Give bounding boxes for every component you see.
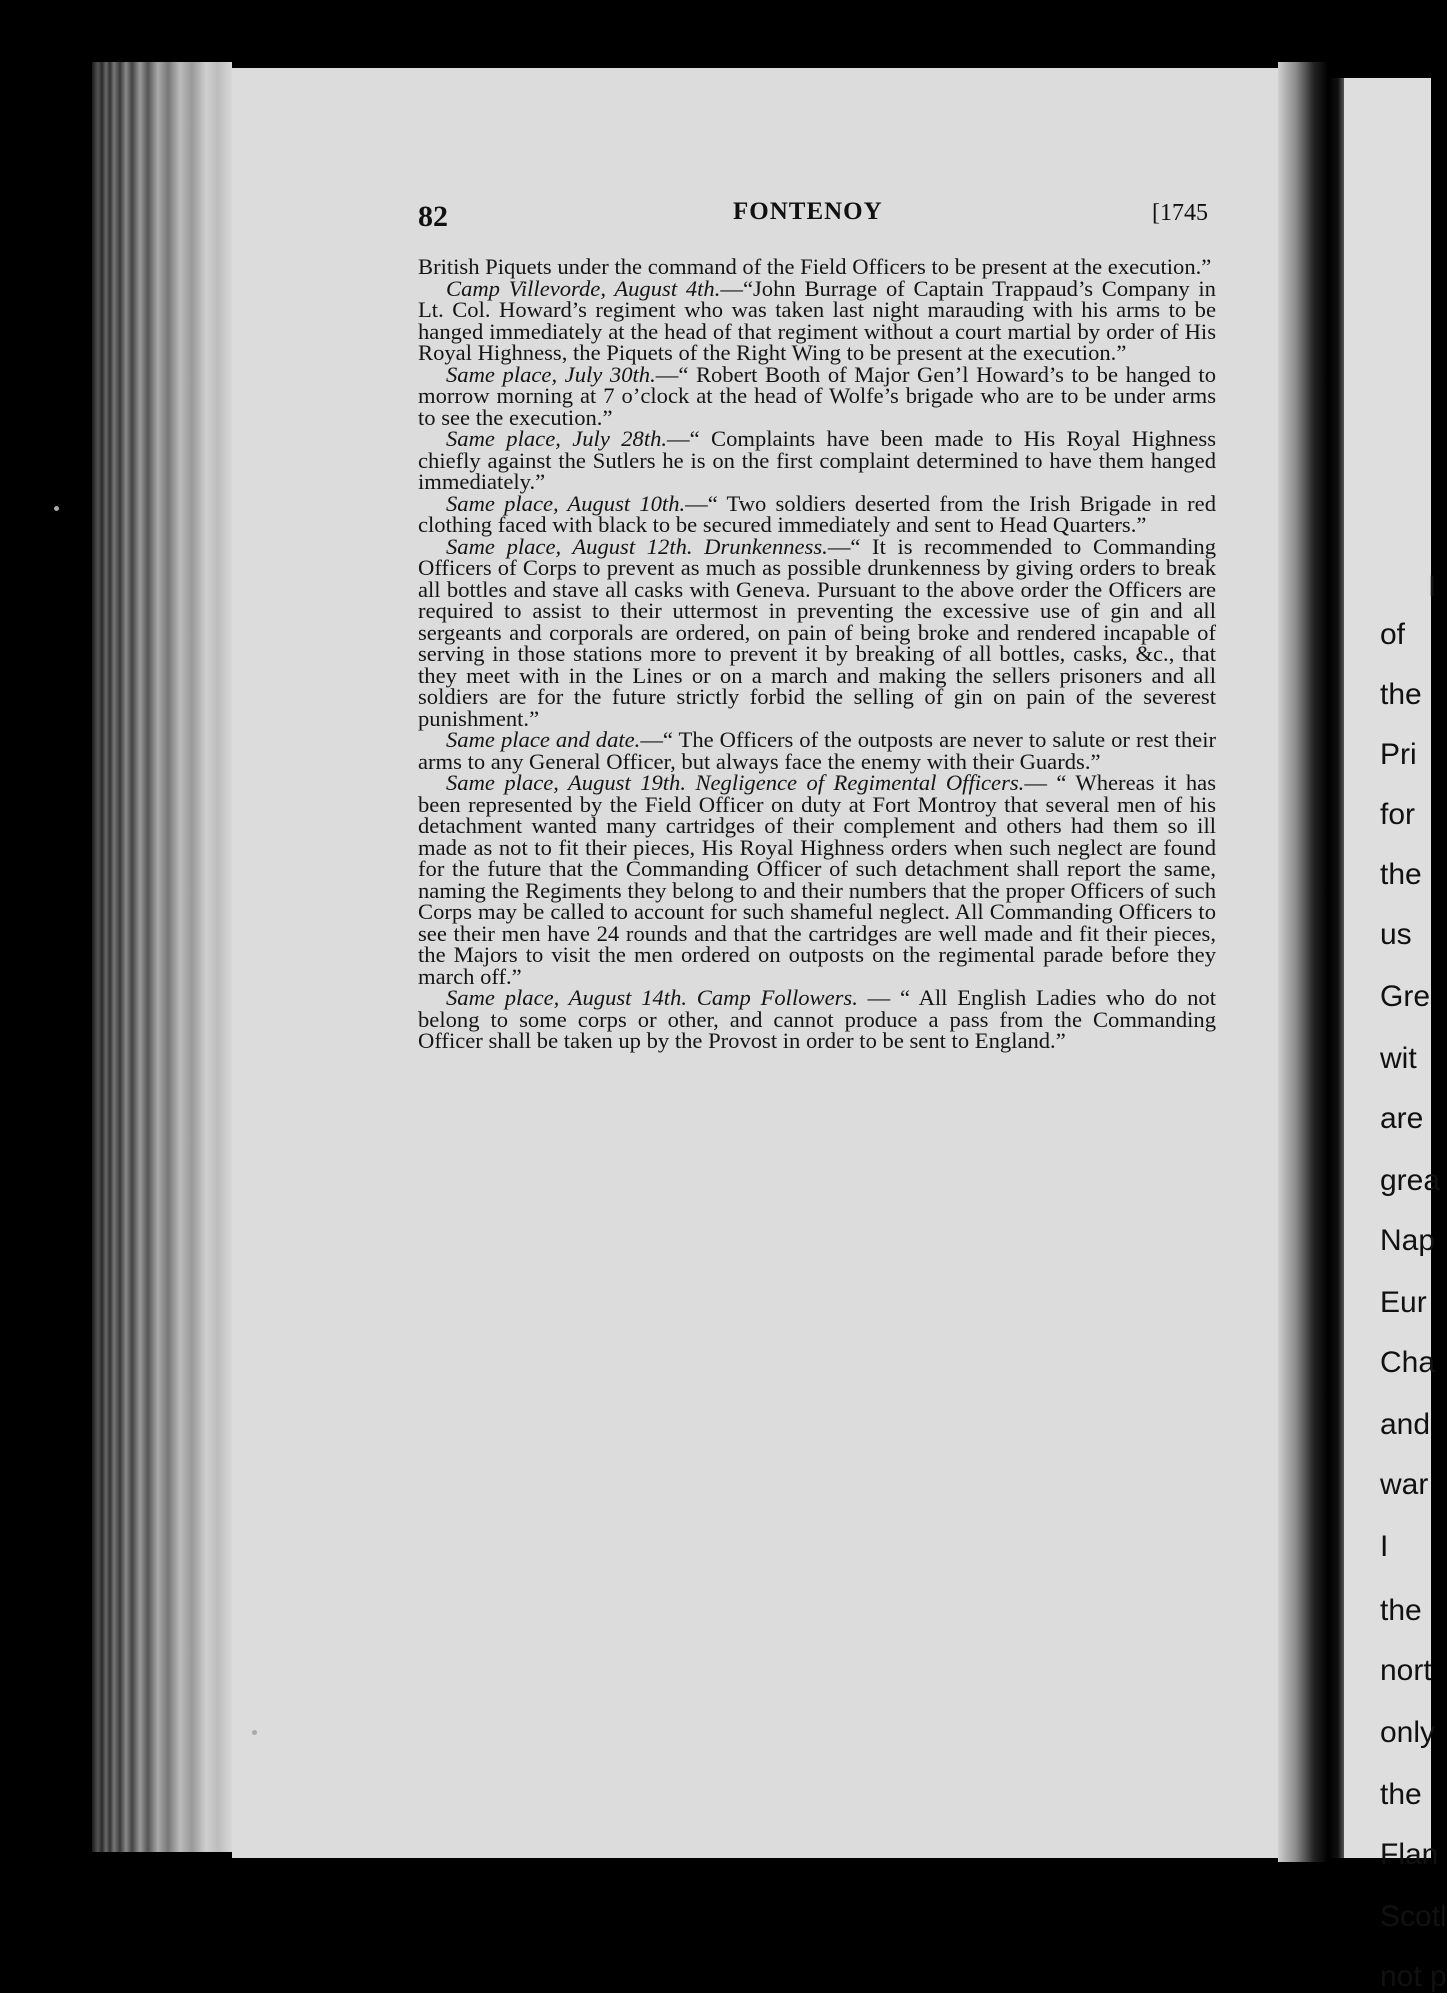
facing-page-line: Cha [1380, 1346, 1436, 1379]
order-heading: Same place, August 14th. Camp Followers. [446, 985, 858, 1010]
facing-page-line: Eur [1380, 1286, 1427, 1319]
facing-page-line: the [1380, 678, 1422, 711]
scan-speck [252, 1730, 257, 1735]
book-page-edges [92, 62, 232, 1852]
facing-page-line: only [1380, 1716, 1436, 1749]
paragraph [418, 256, 1216, 278]
facing-page-line: the [1380, 858, 1422, 891]
order-heading: Same place, July 30th. [446, 361, 656, 387]
paragraph [418, 428, 1216, 493]
paragraph [418, 490, 1216, 537]
facing-page [1328, 78, 1447, 1993]
body-text [418, 256, 1216, 1052]
order-text: —“ Two soldiers deserted from the Irish Brigade in red clothing faced with black to be secured immediately and sent to Head Quarters.” [418, 490, 1216, 537]
book-gutter [1278, 62, 1328, 1862]
order-text: —“ Robert Booth of Major Gen’l Howard’s to be hanged to morrow morning at 7 o’clock at the head of Wolfe’s brigade who are to be under arms to see the execution.” [418, 361, 1216, 430]
order-text: —“ It is recommended to Commanding Officers of Corps to prevent as much as possible drunkenness by giving orders to break all bottles and stave all casks with Geneva. Pursuant to the above order the Officers are required to assist to their uttermost in preventing the excessive use of gin and all sergeants and corporals are ordered, on pain of being broke and rendered incapable of serving in those stations more to prevent it by breaking of all bottles, casks, &c., that they meet with in the Lines or on a march and making the sellers prisoners and all soldiers are for the future strictly forbid the selling of gin on pain of the severest punishment.” [418, 533, 1216, 731]
running-year: [1745 [1152, 200, 1208, 226]
order-heading: Same place, August 19th. Negligence of Regimental Officers. [446, 770, 1025, 795]
facing-page-line: not p [1380, 1960, 1447, 1993]
order-text: —“John Burrage of Captain Trappaud’s Company in Lt. Col. Howard’s regiment who was taken last night marauding with his arms to be hanged immediately at the head of that regiment without a court martial by order of His Royal Highness, the Piquets of the Right Wing to be present at the execution.” [418, 275, 1216, 365]
facing-page-line: Scotl [1380, 1900, 1447, 1933]
facing-page-line: I [1428, 570, 1437, 603]
facing-page-shadow [1328, 78, 1344, 1858]
order-text: —“ Complaints have been made to His Royal Highness chiefly against the Sutlers he is on the first complaint determined to have them hanged immediately.” [418, 426, 1216, 494]
page-number: 82 [418, 200, 448, 233]
order-heading: Camp Villevorde, August 4th. [446, 275, 721, 301]
paragraph [418, 729, 1216, 772]
order-heading: Same place, July 28th. [446, 426, 668, 451]
facing-page-line: and [1380, 1408, 1431, 1441]
facing-page-line: grea [1380, 1164, 1441, 1197]
facing-page-line: Nap [1380, 1224, 1436, 1257]
order-heading: Same place, August 12th. Drunkenness. [446, 533, 828, 559]
facing-page-line: Gre [1380, 980, 1431, 1013]
order-text: — “ All English Ladies who do not belong to some corps or other, and cannot produce a pass from the Commanding Officer shall be taken up by the Provost in order to be sent to England.” [418, 985, 1216, 1053]
facing-page-line: nort [1380, 1654, 1432, 1687]
order-text: —“ The Officers of the outposts are never to salute or rest their arms to any General Officer, but always face the enemy with their Guards.” [418, 727, 1216, 774]
facing-page-line: war [1380, 1468, 1429, 1501]
facing-page-line: us [1380, 918, 1412, 951]
order-text: — “ Whereas it has been represented by the Field Officer on duty at Fort Montroy that several men of his detachment wanted many cartridges of their complement and others had them so ill made as not to fit their pieces, His Royal Highness orders when such neglect are found for the future that the Commanding Officer of such detachment shall report the same, naming the Regiments they belong to and their numbers that the proper Officers of such Corps may be called to account for such shameful neglect. All Commanding Officers to see their men have 24 rounds and that the cartridges are well made and fit their pieces, the Majors to visit the men ordered on outposts on the regimental parade before they march off.” [418, 770, 1216, 989]
facing-page-line: of [1380, 618, 1406, 651]
paragraph [418, 772, 1216, 987]
facing-page-line: the [1380, 1778, 1422, 1811]
paragraph [418, 987, 1216, 1052]
paragraph [418, 361, 1216, 430]
running-title: FONTENOY [733, 198, 883, 225]
facing-page-line: for [1380, 798, 1416, 831]
order-heading: Same place, August 10th. [446, 490, 686, 516]
facing-page-line: the [1380, 1594, 1422, 1627]
facing-page-line: Flan [1380, 1838, 1439, 1871]
order-text: British Piquets under the command of the Field Officers to be present at the execution.” [418, 254, 1212, 279]
facing-page-line: are [1380, 1102, 1424, 1135]
paragraph [418, 275, 1216, 365]
facing-page-line: wit [1380, 1042, 1417, 1075]
facing-page-line: I [1380, 1530, 1389, 1563]
facing-page-line: Pri [1380, 738, 1417, 771]
scan-speck [54, 506, 59, 511]
order-heading: Same place and date. [446, 727, 641, 752]
paragraph [418, 533, 1216, 731]
